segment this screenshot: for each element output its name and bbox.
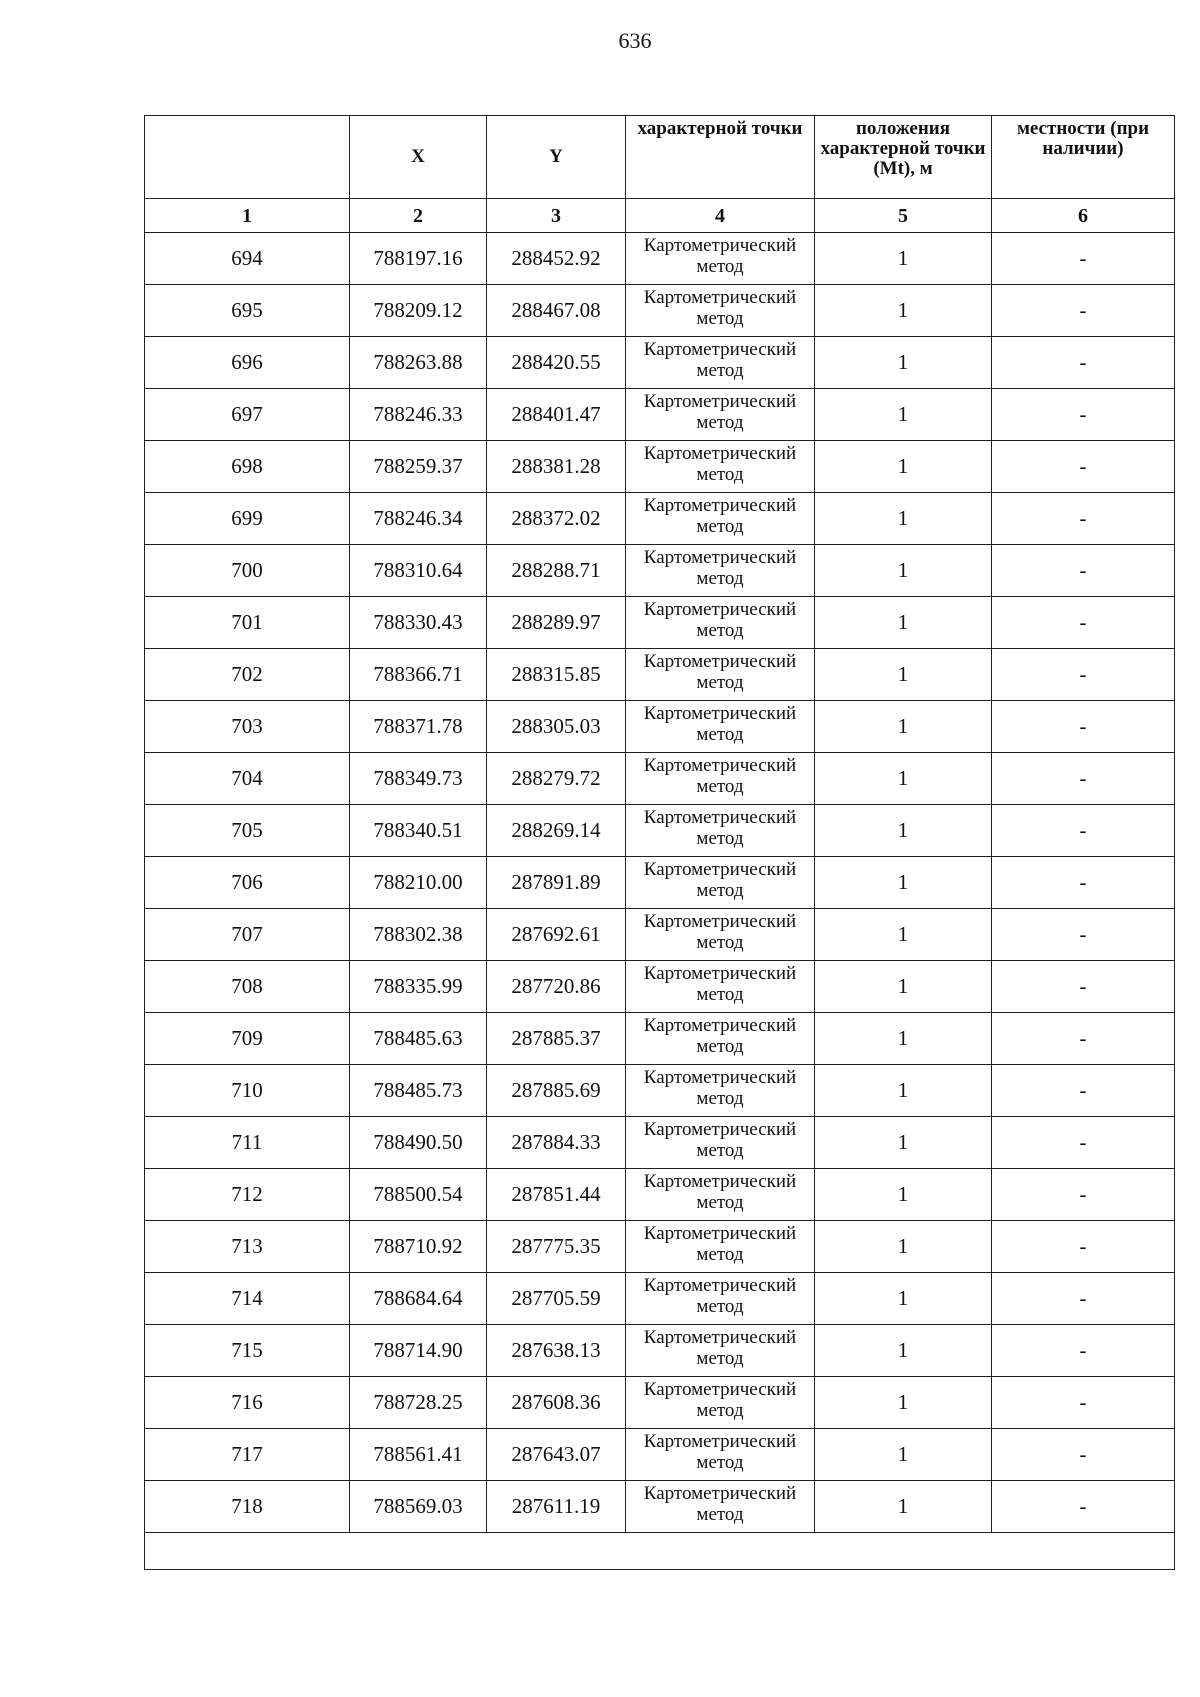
point-number-cell: 703 xyxy=(145,701,350,753)
method-line: метод xyxy=(696,1400,744,1421)
method-line: метод xyxy=(696,516,744,537)
method-line: метод xyxy=(696,724,744,745)
description-cell: - xyxy=(992,1117,1175,1169)
table-row xyxy=(145,1325,1175,1377)
method-line: Картометрический xyxy=(643,963,797,984)
table-row xyxy=(145,857,1175,909)
method-line: Картометрический xyxy=(643,1483,797,1504)
accuracy-cell: 1 xyxy=(815,233,992,285)
method-cell xyxy=(626,1013,815,1065)
accuracy-cell: 1 xyxy=(815,1065,992,1117)
accuracy-cell: 1 xyxy=(815,493,992,545)
header-method: характерной точки xyxy=(626,116,815,199)
y-coordinate-cell: 287891.89 xyxy=(487,857,626,909)
x-coordinate-cell: 788684.64 xyxy=(350,1273,487,1325)
point-number-cell: 695 xyxy=(145,285,350,337)
method-line: Картометрический xyxy=(643,1119,797,1140)
point-number-cell: 696 xyxy=(145,337,350,389)
x-coordinate-cell: 788485.73 xyxy=(350,1065,487,1117)
table-row xyxy=(145,1481,1175,1533)
y-coordinate-cell: 288289.97 xyxy=(487,597,626,649)
description-cell: - xyxy=(992,649,1175,701)
description-cell: - xyxy=(992,441,1175,493)
x-coordinate-cell: 788259.37 xyxy=(350,441,487,493)
point-number-cell: 708 xyxy=(145,961,350,1013)
y-coordinate-cell: 287608.36 xyxy=(487,1377,626,1429)
method-line: Картометрический xyxy=(643,495,797,516)
point-number-cell: 706 xyxy=(145,857,350,909)
method-line: метод xyxy=(696,1504,744,1525)
description-cell: - xyxy=(992,1429,1175,1481)
method-line: метод xyxy=(696,412,744,433)
accuracy-cell: 1 xyxy=(815,285,992,337)
table-row xyxy=(145,545,1175,597)
method-line: метод xyxy=(696,932,744,953)
method-line: метод xyxy=(696,1140,744,1161)
method-cell xyxy=(626,285,815,337)
method-line: метод xyxy=(696,1452,744,1473)
x-coordinate-cell: 788561.41 xyxy=(350,1429,487,1481)
table-row xyxy=(145,493,1175,545)
table-row xyxy=(145,1429,1175,1481)
point-number-cell: 704 xyxy=(145,753,350,805)
method-line: Картометрический xyxy=(643,1223,797,1244)
point-number-cell: 702 xyxy=(145,649,350,701)
method-line: Картометрический xyxy=(643,703,797,724)
x-coordinate-cell: 788310.64 xyxy=(350,545,487,597)
point-number-cell: 715 xyxy=(145,1325,350,1377)
point-number-cell: 707 xyxy=(145,909,350,961)
x-coordinate-cell: 788197.16 xyxy=(350,233,487,285)
description-cell: - xyxy=(992,909,1175,961)
method-cell xyxy=(626,597,815,649)
header-accuracy: положения характерной точки (Mt), м xyxy=(815,116,992,199)
point-number-cell: 699 xyxy=(145,493,350,545)
method-cell xyxy=(626,961,815,1013)
accuracy-cell: 1 xyxy=(815,1429,992,1481)
y-coordinate-cell: 287884.33 xyxy=(487,1117,626,1169)
method-cell xyxy=(626,1377,815,1429)
table-row xyxy=(145,805,1175,857)
method-cell xyxy=(626,1481,815,1533)
method-line: метод xyxy=(696,1348,744,1369)
description-cell: - xyxy=(992,1273,1175,1325)
method-line: метод xyxy=(696,360,744,381)
x-coordinate-cell: 788210.00 xyxy=(350,857,487,909)
accuracy-cell: 1 xyxy=(815,1169,992,1221)
point-number-cell: 697 xyxy=(145,389,350,441)
description-cell: - xyxy=(992,233,1175,285)
table-row xyxy=(145,1117,1175,1169)
method-line: метод xyxy=(696,672,744,693)
point-number-cell: 713 xyxy=(145,1221,350,1273)
table-row xyxy=(145,1013,1175,1065)
x-coordinate-cell: 788569.03 xyxy=(350,1481,487,1533)
method-cell xyxy=(626,1325,815,1377)
page-number: 636 xyxy=(618,28,652,53)
method-cell xyxy=(626,1065,815,1117)
y-coordinate-cell: 287775.35 xyxy=(487,1221,626,1273)
y-coordinate-cell: 288372.02 xyxy=(487,493,626,545)
description-cell: - xyxy=(992,701,1175,753)
x-coordinate-cell: 788263.88 xyxy=(350,337,487,389)
method-line: Картометрический xyxy=(643,599,797,620)
y-coordinate-cell: 287692.61 xyxy=(487,909,626,961)
x-coordinate-cell: 788335.99 xyxy=(350,961,487,1013)
accuracy-cell: 1 xyxy=(815,649,992,701)
y-coordinate-cell: 288279.72 xyxy=(487,753,626,805)
description-cell: - xyxy=(992,493,1175,545)
method-cell xyxy=(626,493,815,545)
y-coordinate-cell: 287611.19 xyxy=(487,1481,626,1533)
x-coordinate-cell: 788490.50 xyxy=(350,1117,487,1169)
method-line: Картометрический xyxy=(643,1431,797,1452)
accuracy-cell: 1 xyxy=(815,389,992,441)
y-coordinate-cell: 288452.92 xyxy=(487,233,626,285)
method-line: Картометрический xyxy=(643,1015,797,1036)
column-number: 4 xyxy=(626,199,815,233)
x-coordinate-cell: 788330.43 xyxy=(350,597,487,649)
method-line: метод xyxy=(696,776,744,797)
method-line: метод xyxy=(696,620,744,641)
y-coordinate-cell: 288315.85 xyxy=(487,649,626,701)
table-row xyxy=(145,909,1175,961)
method-line: Картометрический xyxy=(643,339,797,360)
x-coordinate-cell: 788246.34 xyxy=(350,493,487,545)
empty-footer-cell xyxy=(145,1533,1175,1570)
y-coordinate-cell: 288420.55 xyxy=(487,337,626,389)
method-cell xyxy=(626,1273,815,1325)
method-cell xyxy=(626,337,815,389)
method-line: метод xyxy=(696,880,744,901)
x-coordinate-cell: 788340.51 xyxy=(350,805,487,857)
accuracy-cell: 1 xyxy=(815,701,992,753)
method-cell xyxy=(626,1429,815,1481)
method-cell xyxy=(626,545,815,597)
accuracy-cell: 1 xyxy=(815,1481,992,1533)
method-line: Картометрический xyxy=(643,807,797,828)
point-number-cell: 705 xyxy=(145,805,350,857)
method-line: Картометрический xyxy=(643,1067,797,1088)
y-coordinate-cell: 287851.44 xyxy=(487,1169,626,1221)
accuracy-cell: 1 xyxy=(815,753,992,805)
method-line: Картометрический xyxy=(643,651,797,672)
column-number: 1 xyxy=(145,199,350,233)
x-coordinate-cell: 788728.25 xyxy=(350,1377,487,1429)
point-number-cell: 712 xyxy=(145,1169,350,1221)
x-coordinate-cell: 788710.92 xyxy=(350,1221,487,1273)
column-number: 2 xyxy=(350,199,487,233)
point-number-cell: 694 xyxy=(145,233,350,285)
description-cell: - xyxy=(992,597,1175,649)
method-line: метод xyxy=(696,464,744,485)
point-number-cell: 698 xyxy=(145,441,350,493)
column-number: 3 xyxy=(487,199,626,233)
x-coordinate-cell: 788349.73 xyxy=(350,753,487,805)
accuracy-cell: 1 xyxy=(815,1377,992,1429)
method-line: Картометрический xyxy=(643,235,797,256)
accuracy-cell: 1 xyxy=(815,1325,992,1377)
table-body xyxy=(145,233,1175,1533)
method-line: метод xyxy=(696,1244,744,1265)
table-row xyxy=(145,649,1175,701)
method-cell xyxy=(626,1169,815,1221)
x-coordinate-cell: 788209.12 xyxy=(350,285,487,337)
table-row xyxy=(145,233,1175,285)
description-cell: - xyxy=(992,1013,1175,1065)
header-row xyxy=(145,116,1175,199)
method-cell xyxy=(626,857,815,909)
column-number: 5 xyxy=(815,199,992,233)
header-y: Y xyxy=(487,116,626,199)
description-cell: - xyxy=(992,337,1175,389)
point-number-cell: 718 xyxy=(145,1481,350,1533)
point-number-cell: 700 xyxy=(145,545,350,597)
accuracy-cell: 1 xyxy=(815,1117,992,1169)
y-coordinate-cell: 288305.03 xyxy=(487,701,626,753)
method-line: Картометрический xyxy=(643,755,797,776)
description-cell: - xyxy=(992,545,1175,597)
table-row xyxy=(145,389,1175,441)
y-coordinate-cell: 287885.37 xyxy=(487,1013,626,1065)
method-line: Картометрический xyxy=(643,443,797,464)
y-coordinate-cell: 288288.71 xyxy=(487,545,626,597)
method-line: метод xyxy=(696,1192,744,1213)
method-line: Картометрический xyxy=(643,1171,797,1192)
table-row xyxy=(145,285,1175,337)
y-coordinate-cell: 288269.14 xyxy=(487,805,626,857)
point-number-cell: 716 xyxy=(145,1377,350,1429)
method-cell xyxy=(626,701,815,753)
method-line: метод xyxy=(696,984,744,1005)
y-coordinate-cell: 287643.07 xyxy=(487,1429,626,1481)
accuracy-cell: 1 xyxy=(815,1273,992,1325)
x-coordinate-cell: 788714.90 xyxy=(350,1325,487,1377)
empty-footer-row xyxy=(145,1533,1175,1570)
method-line: Картометрический xyxy=(643,911,797,932)
point-number-cell: 710 xyxy=(145,1065,350,1117)
table-header xyxy=(145,116,1175,233)
x-coordinate-cell: 788371.78 xyxy=(350,701,487,753)
method-line: метод xyxy=(696,308,744,329)
method-line: метод xyxy=(696,568,744,589)
header-point-number xyxy=(145,116,350,199)
description-cell: - xyxy=(992,1325,1175,1377)
accuracy-cell: 1 xyxy=(815,337,992,389)
table-row xyxy=(145,753,1175,805)
point-number-cell: 701 xyxy=(145,597,350,649)
table-row xyxy=(145,1377,1175,1429)
table-row xyxy=(145,961,1175,1013)
header-x: X xyxy=(350,116,487,199)
description-cell: - xyxy=(992,1065,1175,1117)
method-line: метод xyxy=(696,1088,744,1109)
method-line: Картометрический xyxy=(643,1275,797,1296)
y-coordinate-cell: 288381.28 xyxy=(487,441,626,493)
point-number-cell: 714 xyxy=(145,1273,350,1325)
header-description: местности (при наличии) xyxy=(992,116,1175,199)
accuracy-cell: 1 xyxy=(815,909,992,961)
method-line: метод xyxy=(696,1036,744,1057)
method-line: метод xyxy=(696,1296,744,1317)
description-cell: - xyxy=(992,1169,1175,1221)
accuracy-cell: 1 xyxy=(815,545,992,597)
method-line: Картометрический xyxy=(643,287,797,308)
method-cell xyxy=(626,909,815,961)
x-coordinate-cell: 788302.38 xyxy=(350,909,487,961)
description-cell: - xyxy=(992,753,1175,805)
method-cell xyxy=(626,753,815,805)
y-coordinate-cell: 288401.47 xyxy=(487,389,626,441)
point-number-cell: 711 xyxy=(145,1117,350,1169)
y-coordinate-cell: 288467.08 xyxy=(487,285,626,337)
point-number-cell: 717 xyxy=(145,1429,350,1481)
table-row xyxy=(145,1169,1175,1221)
x-coordinate-cell: 788485.63 xyxy=(350,1013,487,1065)
method-line: Картометрический xyxy=(643,1327,797,1348)
table-row xyxy=(145,1065,1175,1117)
method-cell xyxy=(626,233,815,285)
table-row xyxy=(145,1273,1175,1325)
y-coordinate-cell: 287720.86 xyxy=(487,961,626,1013)
description-cell: - xyxy=(992,285,1175,337)
description-cell: - xyxy=(992,805,1175,857)
method-cell xyxy=(626,649,815,701)
accuracy-cell: 1 xyxy=(815,961,992,1013)
method-cell xyxy=(626,389,815,441)
method-cell xyxy=(626,805,815,857)
accuracy-cell: 1 xyxy=(815,441,992,493)
point-number-cell: 709 xyxy=(145,1013,350,1065)
method-line: метод xyxy=(696,828,744,849)
description-cell: - xyxy=(992,857,1175,909)
accuracy-cell: 1 xyxy=(815,805,992,857)
method-line: Картометрический xyxy=(643,391,797,412)
y-coordinate-cell: 287705.59 xyxy=(487,1273,626,1325)
column-number-row xyxy=(145,199,1175,233)
accuracy-cell: 1 xyxy=(815,1013,992,1065)
x-coordinate-cell: 788246.33 xyxy=(350,389,487,441)
method-line: метод xyxy=(696,256,744,277)
method-cell xyxy=(626,441,815,493)
coordinates-table xyxy=(144,115,1175,1570)
table-row xyxy=(145,597,1175,649)
y-coordinate-cell: 287638.13 xyxy=(487,1325,626,1377)
y-coordinate-cell: 287885.69 xyxy=(487,1065,626,1117)
description-cell: - xyxy=(992,961,1175,1013)
accuracy-cell: 1 xyxy=(815,857,992,909)
description-cell: - xyxy=(992,1377,1175,1429)
x-coordinate-cell: 788366.71 xyxy=(350,649,487,701)
accuracy-cell: 1 xyxy=(815,1221,992,1273)
method-cell xyxy=(626,1117,815,1169)
accuracy-cell: 1 xyxy=(815,597,992,649)
method-line: Картометрический xyxy=(643,547,797,568)
method-cell xyxy=(626,1221,815,1273)
column-number: 6 xyxy=(992,199,1175,233)
table-row xyxy=(145,337,1175,389)
description-cell: - xyxy=(992,1481,1175,1533)
table-row xyxy=(145,441,1175,493)
x-coordinate-cell: 788500.54 xyxy=(350,1169,487,1221)
method-line: Картометрический xyxy=(643,859,797,880)
description-cell: - xyxy=(992,1221,1175,1273)
table-row xyxy=(145,1221,1175,1273)
description-cell: - xyxy=(992,389,1175,441)
table-row xyxy=(145,701,1175,753)
method-line: Картометрический xyxy=(643,1379,797,1400)
table-footer xyxy=(145,1533,1175,1570)
